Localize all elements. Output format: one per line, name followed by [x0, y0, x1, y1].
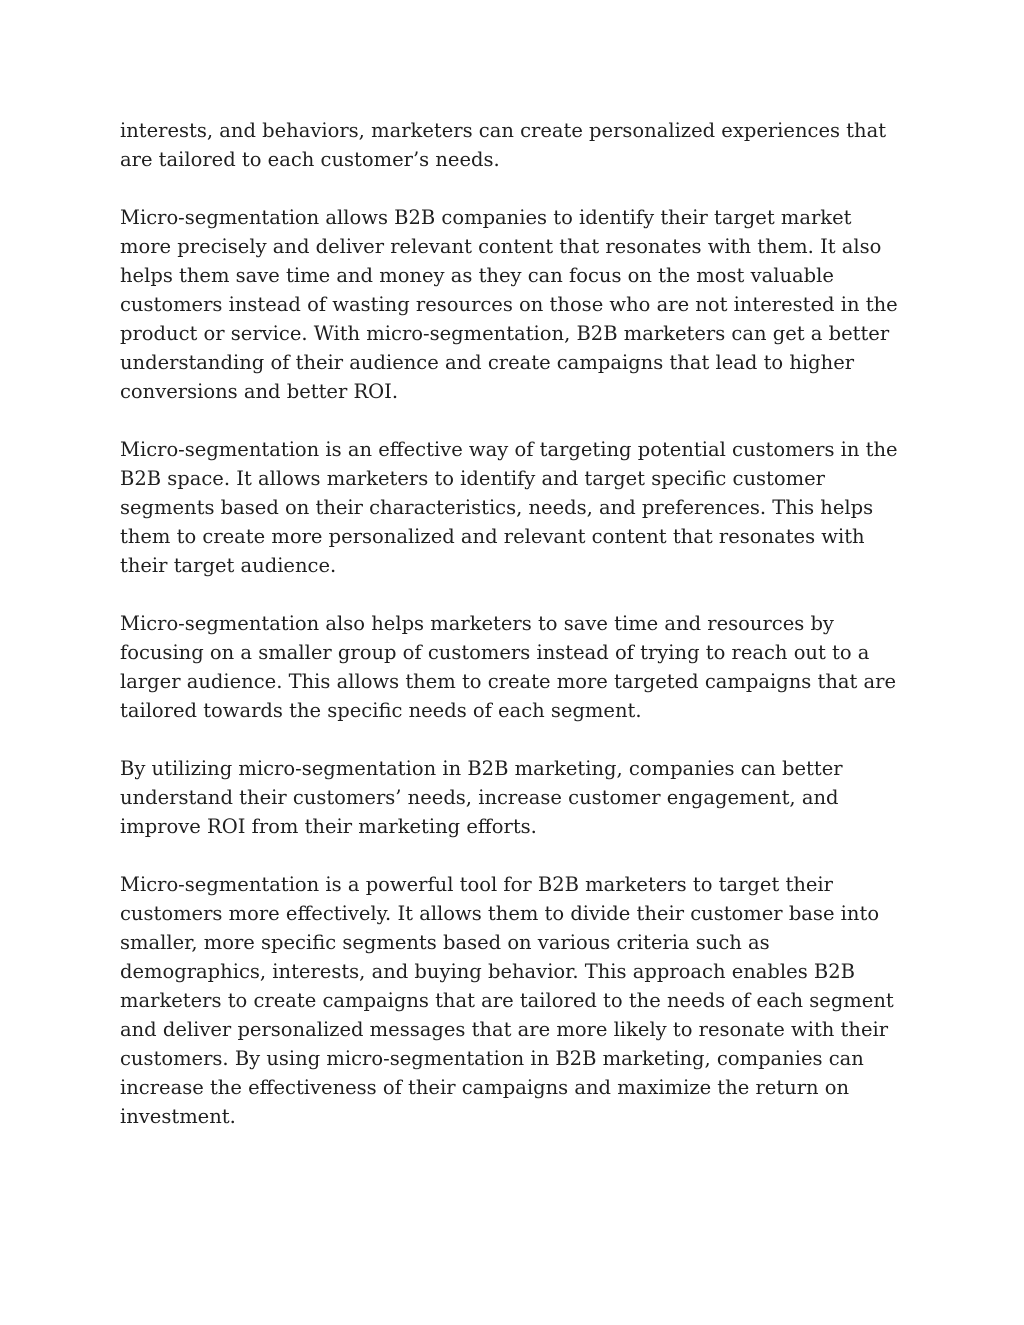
- text-line: conversions and better ROI.: [120, 380, 399, 403]
- text-line: customers more effectively. It allows them to divide their customer base into: [120, 902, 880, 925]
- document-body: [120, 116, 910, 1160]
- text-line: Micro-segmentation is a powerful tool for B2B marketers to target their: [120, 873, 833, 896]
- text-line: their target audience.: [120, 554, 337, 577]
- text-line: smaller, more specific segments based on various criteria such as: [120, 931, 770, 954]
- text-line: Micro-segmentation also helps marketers to save time and resources by: [120, 612, 834, 635]
- text-line: Micro-segmentation allows B2B companies to identify their target market: [120, 206, 852, 229]
- paragraph-1: [120, 116, 910, 174]
- text-line: segments based on their characteristics, needs, and preferences. This helps: [120, 496, 874, 519]
- text-line: more precisely and deliver relevant content that resonates with them. It also: [120, 235, 882, 258]
- text-line: and deliver personalized messages that are more likely to resonate with their: [120, 1018, 889, 1041]
- text-line: understand their customers’ needs, increase customer engagement, and: [120, 786, 839, 809]
- text-line: understanding of their audience and create campaigns that lead to higher: [120, 351, 855, 374]
- text-line: customers instead of wasting resources on those who are not interested in the: [120, 293, 898, 316]
- text-line: improve ROI from their marketing efforts.: [120, 815, 537, 838]
- paragraph-4: [120, 609, 910, 725]
- text-line: marketers to create campaigns that are tailored to the needs of each segment: [120, 989, 894, 1012]
- text-line: them to create more personalized and relevant content that resonates with: [120, 525, 865, 548]
- text-line: customers. By using micro-segmentation in B2B marketing, companies can: [120, 1047, 864, 1070]
- text-line: demographics, interests, and buying behavior. This approach enables B2B: [120, 960, 855, 983]
- text-line: tailored towards the specific needs of each segment.: [120, 699, 642, 722]
- paragraph-2: [120, 203, 910, 406]
- text-line: Micro-segmentation is an effective way of targeting potential customers in the: [120, 438, 898, 461]
- text-line: helps them save time and money as they can focus on the most valuable: [120, 264, 834, 287]
- text-line: larger audience. This allows them to create more targeted campaigns that are: [120, 670, 897, 693]
- text-line: focusing on a smaller group of customers instead of trying to reach out to a: [120, 641, 870, 664]
- text-line: increase the effectiveness of their campaigns and maximize the return on: [120, 1076, 850, 1099]
- text-line: interests, and behaviors, marketers can create personalized experiences that: [120, 119, 887, 142]
- text-line: product or service. With micro-segmentation, B2B marketers can get a better: [120, 322, 890, 345]
- text-line: are tailored to each customer’s needs.: [120, 148, 500, 171]
- paragraph-6: [120, 870, 910, 1131]
- text-line: investment.: [120, 1105, 236, 1128]
- paragraph-3: [120, 435, 910, 580]
- paragraph-5: [120, 754, 910, 841]
- text-line: B2B space. It allows marketers to identify and target specific customer: [120, 467, 825, 490]
- text-line: By utilizing micro-segmentation in B2B marketing, companies can better: [120, 757, 843, 780]
